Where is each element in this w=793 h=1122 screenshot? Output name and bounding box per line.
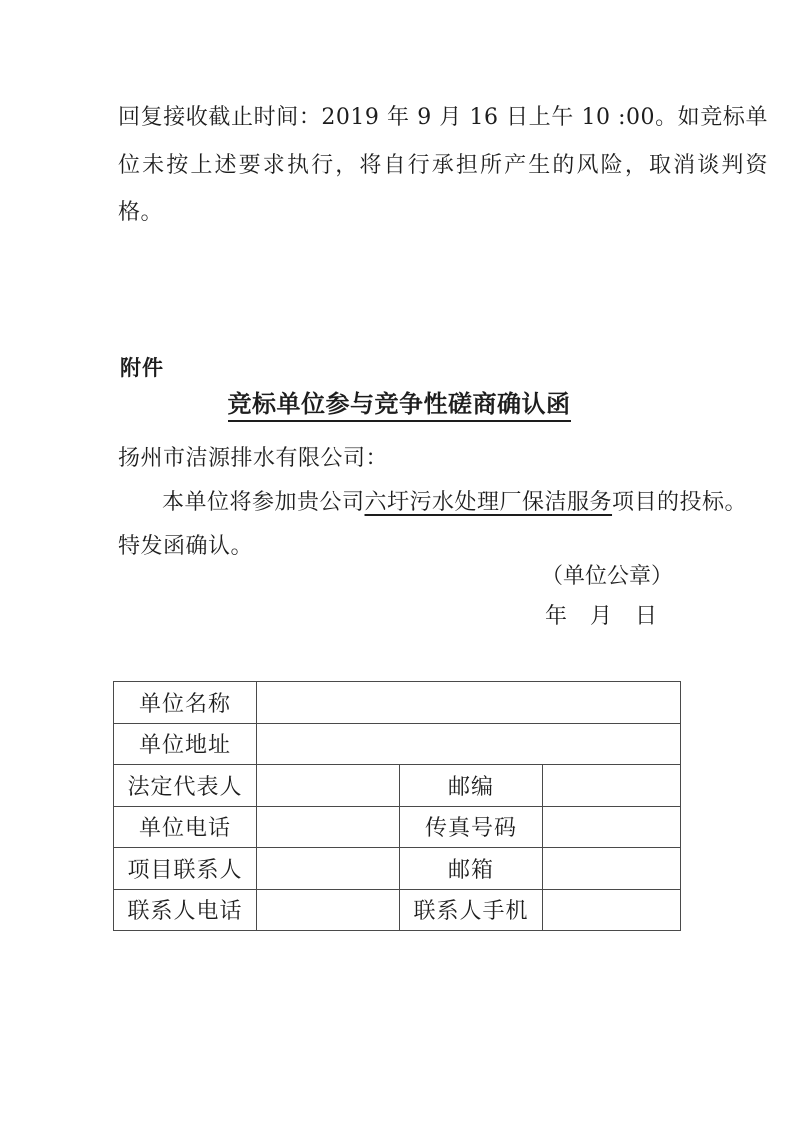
- table-label-cell: 传真号码: [400, 806, 543, 848]
- table-value-cell: [543, 848, 681, 890]
- date-month: 月: [589, 604, 612, 629]
- table-label-cell: 项目联系人: [114, 848, 257, 890]
- table-label-cell: 邮编: [400, 765, 543, 807]
- table-value-cell: [543, 889, 681, 931]
- table-value-cell: [257, 806, 400, 848]
- table-value-cell: [257, 889, 400, 931]
- table-row: [114, 806, 681, 848]
- letter-title: 竞标单位参与竞争性磋商确认函: [228, 390, 571, 422]
- salutation: 扬州市洁源排水有限公司：: [118, 446, 389, 471]
- letter-body-line1: [118, 481, 768, 525]
- letter-body-line2: 特发函确认。: [118, 534, 254, 559]
- table-label-cell: 单位电话: [114, 806, 257, 848]
- table-row: [114, 765, 681, 807]
- table-label-cell: 单位地址: [114, 723, 257, 765]
- bidder-info-table: [113, 681, 681, 931]
- stamp-note-row: [118, 565, 680, 589]
- date-day: 日: [634, 604, 657, 629]
- table-value-cell: [543, 765, 681, 807]
- table-label-cell: 法定代表人: [114, 765, 257, 807]
- letter-body: [118, 437, 768, 569]
- table-row: [114, 723, 681, 765]
- table-value-cell: [257, 682, 681, 724]
- table-value-cell: [257, 723, 681, 765]
- table-row: [114, 682, 681, 724]
- date-line: [118, 605, 680, 629]
- body-text-before: 本单位将参加贵公司: [162, 490, 365, 515]
- table-row: [114, 848, 681, 890]
- deadline-paragraph: 回复接收截止时间：2019 年 9 月 16 日上午 10 :00。如竞标单位未按上述要求执行，将自行承担所产生的风险，取消谈判资格。: [118, 105, 768, 225]
- body-text-after: 项目的投标。: [612, 490, 748, 515]
- letter-title-row: [118, 390, 680, 422]
- table-value-cell: [257, 848, 400, 890]
- table-label-cell: 联系人电话: [114, 889, 257, 931]
- table-label-cell: 单位名称: [114, 682, 257, 724]
- table-value-cell: [257, 765, 400, 807]
- date-year: 年: [544, 604, 567, 629]
- project-name-underlined: 六圩污水处理厂保洁服务: [364, 490, 613, 515]
- attachment-label: 附件: [120, 355, 164, 380]
- table-label-cell: 邮箱: [400, 848, 543, 890]
- table-row: [114, 889, 681, 931]
- table-label-cell: 联系人手机: [400, 889, 543, 931]
- stamp-note: （单位公章）: [540, 564, 673, 589]
- table-value-cell: [543, 806, 681, 848]
